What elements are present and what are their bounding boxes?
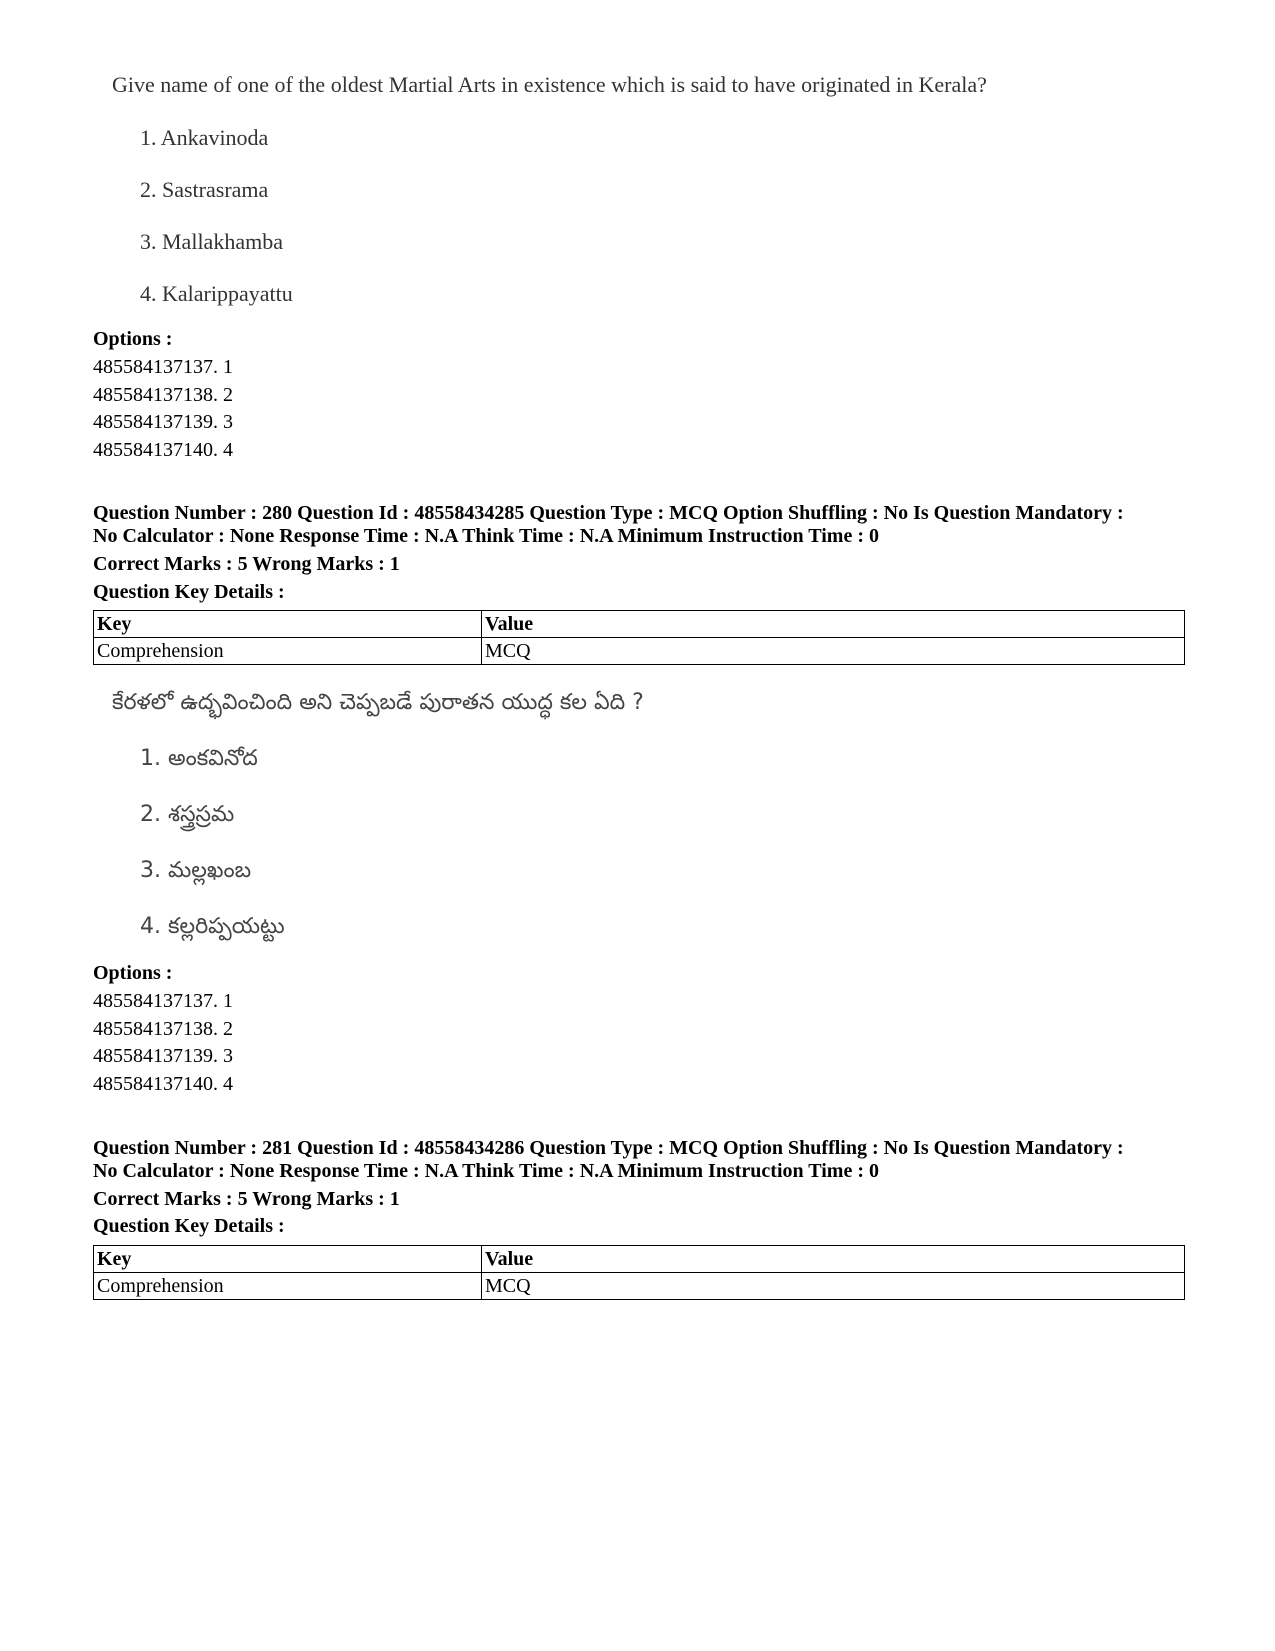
- key-details-label: Question Key Details :: [93, 1215, 285, 1237]
- key-details-label: Question Key Details :: [93, 581, 285, 603]
- option-line: 485584137140. 4: [93, 439, 233, 461]
- table-row: [94, 1273, 1185, 1300]
- option-line: 485584137139. 3: [93, 1045, 233, 1067]
- table-header-row: [94, 1246, 1185, 1273]
- option-line: 485584137137. 1: [93, 990, 233, 1012]
- choice-3: 3. మల్లఖంబ: [140, 858, 252, 883]
- option-line: 485584137138. 2: [93, 1018, 233, 1040]
- table-header-value: Value: [482, 611, 1185, 638]
- options-label: Options :: [93, 962, 173, 984]
- table-row: [94, 638, 1185, 665]
- question-meta-line: Question Number : 281 Question Id : 48558434286 Question Type : MCQ Option Shuffling : No Is Question Mandatory :: [93, 1137, 1124, 1159]
- table-header-key: Key: [94, 1246, 482, 1273]
- question-meta-line: Question Number : 280 Question Id : 48558434285 Question Type : MCQ Option Shuffling : No Is Question Mandatory :: [93, 502, 1124, 524]
- choice-2: 2. శస్త్రస్రమ: [140, 802, 235, 827]
- table-cell-key: Comprehension: [94, 1273, 482, 1300]
- choice-2: 2. Sastrasrama: [140, 177, 269, 202]
- key-details-table: [93, 1245, 1185, 1300]
- question-meta-line: No Calculator : None Response Time : N.A Think Time : N.A Minimum Instruction Time : 0: [93, 525, 879, 547]
- choice-3: 3. Mallakhamba: [140, 229, 283, 254]
- option-line: 485584137140. 4: [93, 1073, 233, 1095]
- option-line: 485584137138. 2: [93, 384, 233, 406]
- table-header-value: Value: [482, 1246, 1185, 1273]
- choice-1: 1. Ankavinoda: [140, 125, 269, 150]
- option-line: 485584137139. 3: [93, 411, 233, 433]
- table-cell-value: MCQ: [482, 1273, 1185, 1300]
- choice-4: 4. Kalarippayattu: [140, 281, 293, 306]
- table-header-row: [94, 611, 1185, 638]
- question-text: కేరళలో ఉద్భవించింది అని చెప్పబడే పురాతన యుద్ధ కల ఏది ?: [112, 690, 644, 715]
- key-details-table: [93, 610, 1185, 665]
- question-meta-line: No Calculator : None Response Time : N.A Think Time : N.A Minimum Instruction Time : 0: [93, 1160, 879, 1182]
- marks-line: Correct Marks : 5 Wrong Marks : 1: [93, 1188, 400, 1210]
- question-text: Give name of one of the oldest Martial Arts in existence which is said to have originated in Kerala?: [112, 72, 987, 97]
- table-header-key: Key: [94, 611, 482, 638]
- choice-1: 1. అంకవినోద: [140, 746, 258, 771]
- option-line: 485584137137. 1: [93, 356, 233, 378]
- table-cell-key: Comprehension: [94, 638, 482, 665]
- marks-line: Correct Marks : 5 Wrong Marks : 1: [93, 553, 400, 575]
- table-cell-value: MCQ: [482, 638, 1185, 665]
- choice-4: 4. కల్లరిప్పయట్టు: [140, 914, 285, 939]
- options-label: Options :: [93, 328, 173, 350]
